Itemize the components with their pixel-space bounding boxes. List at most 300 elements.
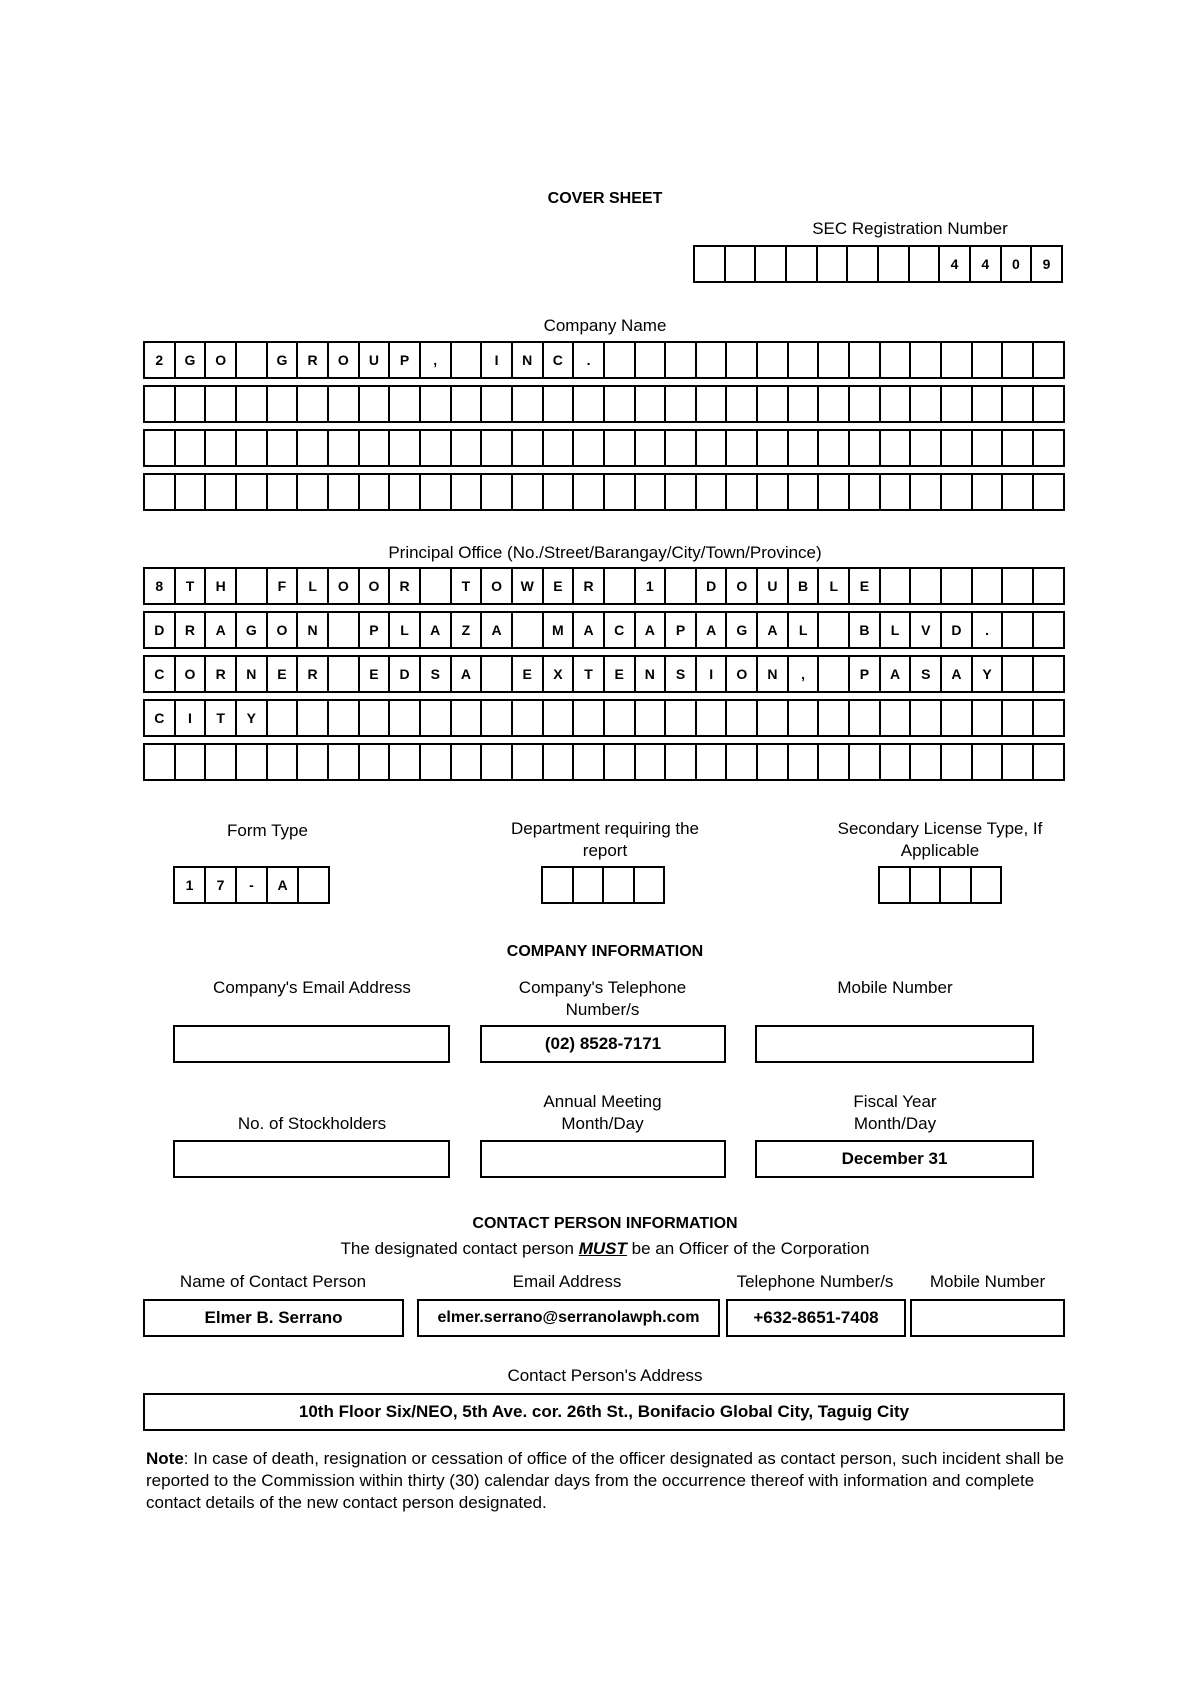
company-name-cell[interactable] <box>881 343 912 377</box>
company-name-cell[interactable] <box>237 343 268 377</box>
form-type-cell[interactable]: 1 <box>175 868 206 902</box>
company-name-cell[interactable]: , <box>421 343 452 377</box>
company-name-cell[interactable] <box>513 431 544 465</box>
principal-office-cell[interactable] <box>942 701 973 735</box>
company-name-cell[interactable] <box>605 475 636 509</box>
principal-office-cell[interactable]: A <box>206 613 237 647</box>
principal-office-cell[interactable]: I <box>176 701 207 735</box>
company-name-cell[interactable] <box>636 387 667 421</box>
principal-office-cell[interactable] <box>1003 657 1034 691</box>
principal-office-cell[interactable]: R <box>390 569 421 603</box>
principal-office-cell[interactable]: O <box>268 613 299 647</box>
company-name-cell[interactable] <box>1034 431 1065 465</box>
company-name-cell[interactable] <box>482 431 513 465</box>
principal-office-cell[interactable]: O <box>482 569 513 603</box>
company-name-cell[interactable] <box>942 387 973 421</box>
company-name-cell[interactable] <box>1003 343 1034 377</box>
department-cell[interactable] <box>604 868 635 902</box>
company-name-cell[interactable] <box>1034 387 1065 421</box>
principal-office-cell[interactable]: N <box>636 657 667 691</box>
company-name-cell[interactable] <box>574 431 605 465</box>
principal-office-cell[interactable] <box>1003 745 1034 779</box>
company-name-cell[interactable] <box>360 387 391 421</box>
principal-office-cell[interactable]: I <box>697 657 728 691</box>
company-telephone-field[interactable]: (02) 8528-7171 <box>480 1025 726 1063</box>
principal-office-cell[interactable] <box>942 569 973 603</box>
company-name-cell[interactable] <box>482 475 513 509</box>
principal-office-cell[interactable] <box>452 745 483 779</box>
principal-office-cell[interactable]: L <box>390 613 421 647</box>
company-name-cell[interactable] <box>758 431 789 465</box>
company-name-cell[interactable] <box>942 343 973 377</box>
principal-office-cell[interactable]: E <box>360 657 391 691</box>
contact-mobile-field[interactable] <box>910 1299 1065 1337</box>
principal-office-cell[interactable]: T <box>206 701 237 735</box>
principal-office-cell[interactable]: A <box>758 613 789 647</box>
principal-office-cell[interactable] <box>697 701 728 735</box>
company-name-cell[interactable] <box>452 475 483 509</box>
company-name-cell[interactable]: U <box>360 343 391 377</box>
company-name-cell[interactable] <box>850 343 881 377</box>
principal-office-cell[interactable] <box>268 745 299 779</box>
company-name-cell[interactable]: P <box>390 343 421 377</box>
secondary-license-boxes[interactable] <box>878 866 1002 904</box>
principal-office-cell[interactable] <box>421 745 452 779</box>
principal-office-cell[interactable]: R <box>298 657 329 691</box>
principal-office-cell[interactable] <box>513 745 544 779</box>
principal-office-cell[interactable] <box>636 745 667 779</box>
company-name-cell[interactable]: G <box>176 343 207 377</box>
principal-office-cell[interactable] <box>819 657 850 691</box>
company-name-cell[interactable] <box>605 431 636 465</box>
principal-office-cell[interactable]: F <box>268 569 299 603</box>
secondary-license-cell[interactable] <box>941 868 972 902</box>
principal-office-cell[interactable] <box>973 745 1004 779</box>
company-name-cell[interactable] <box>421 431 452 465</box>
company-name-cell[interactable] <box>666 431 697 465</box>
principal-office-cell[interactable]: N <box>758 657 789 691</box>
company-email-field[interactable] <box>173 1025 450 1063</box>
principal-office-cell[interactable] <box>666 701 697 735</box>
principal-office-cell[interactable] <box>298 701 329 735</box>
company-name-cell[interactable] <box>513 475 544 509</box>
principal-office-cell[interactable] <box>1003 613 1034 647</box>
company-name-cell[interactable] <box>268 387 299 421</box>
form-type-cell[interactable]: A <box>268 868 299 902</box>
principal-office-cell[interactable] <box>819 701 850 735</box>
principal-office-cell[interactable] <box>666 745 697 779</box>
principal-office-cell[interactable] <box>942 745 973 779</box>
principal-office-cell[interactable]: D <box>390 657 421 691</box>
company-name-cell[interactable] <box>636 475 667 509</box>
principal-office-cell[interactable] <box>819 613 850 647</box>
form-type-cell[interactable]: 7 <box>206 868 237 902</box>
sec-number-cell[interactable] <box>756 247 787 281</box>
principal-office-cell[interactable]: X <box>544 657 575 691</box>
company-name-cell[interactable] <box>727 475 758 509</box>
principal-office-cell[interactable]: L <box>298 569 329 603</box>
principal-office-cell[interactable] <box>789 745 820 779</box>
company-name-cell[interactable] <box>1034 475 1065 509</box>
principal-office-cell[interactable]: P <box>850 657 881 691</box>
company-name-cell[interactable] <box>452 431 483 465</box>
principal-office-cell[interactable]: E <box>268 657 299 691</box>
principal-office-cell[interactable]: T <box>574 657 605 691</box>
principal-office-cell[interactable] <box>452 701 483 735</box>
company-name-cell[interactable]: O <box>206 343 237 377</box>
company-name-cell[interactable] <box>911 431 942 465</box>
company-name-cell[interactable] <box>850 387 881 421</box>
company-name-cell[interactable] <box>789 475 820 509</box>
principal-office-cell[interactable] <box>1003 569 1034 603</box>
principal-office-cell[interactable] <box>513 613 544 647</box>
principal-office-cell[interactable]: S <box>911 657 942 691</box>
company-name-cell[interactable] <box>911 475 942 509</box>
company-name-cell[interactable] <box>605 343 636 377</box>
principal-office-cell[interactable] <box>1034 701 1065 735</box>
principal-office-cell[interactable] <box>973 569 1004 603</box>
company-name-cell[interactable] <box>942 431 973 465</box>
sec-number-cell[interactable]: 0 <box>1002 247 1033 281</box>
principal-office-cell[interactable] <box>544 701 575 735</box>
sec-registration-number[interactable] <box>693 245 1063 283</box>
principal-office-cell[interactable]: O <box>727 657 758 691</box>
company-name-cell[interactable] <box>482 387 513 421</box>
secondary-license-cell[interactable] <box>972 868 1003 902</box>
company-name-cell[interactable]: . <box>574 343 605 377</box>
principal-office-cell[interactable]: S <box>666 657 697 691</box>
secondary-license-cell[interactable] <box>911 868 942 902</box>
principal-office-cell[interactable]: D <box>942 613 973 647</box>
company-name-cell[interactable] <box>206 475 237 509</box>
company-name-cell[interactable] <box>145 431 176 465</box>
principal-office-cell[interactable] <box>666 569 697 603</box>
company-name-cell[interactable] <box>206 387 237 421</box>
company-name-cell[interactable] <box>727 343 758 377</box>
sec-number-cell[interactable] <box>910 247 941 281</box>
principal-office-cell[interactable]: E <box>605 657 636 691</box>
principal-office-cell[interactable] <box>758 701 789 735</box>
principal-office-cell[interactable] <box>482 701 513 735</box>
company-name-cell[interactable] <box>758 387 789 421</box>
department-cell[interactable] <box>574 868 605 902</box>
principal-office-cell[interactable]: . <box>973 613 1004 647</box>
company-name-cell[interactable] <box>911 343 942 377</box>
principal-office-cell[interactable]: R <box>176 613 207 647</box>
principal-office-cell[interactable] <box>605 569 636 603</box>
company-name-cell[interactable] <box>942 475 973 509</box>
company-name-cell[interactable] <box>544 387 575 421</box>
company-name-cell[interactable] <box>1034 343 1065 377</box>
principal-office-cell[interactable]: Y <box>237 701 268 735</box>
principal-office-cell[interactable] <box>268 701 299 735</box>
company-name-cell[interactable] <box>697 387 728 421</box>
department-cell[interactable] <box>635 868 666 902</box>
company-name-cell[interactable] <box>789 387 820 421</box>
principal-office-cell[interactable]: A <box>574 613 605 647</box>
principal-office-cell[interactable] <box>298 745 329 779</box>
company-name-cell[interactable] <box>697 475 728 509</box>
principal-office-cell[interactable]: R <box>574 569 605 603</box>
company-name-cell[interactable] <box>819 343 850 377</box>
form-type-cell[interactable]: - <box>237 868 268 902</box>
principal-office-cell[interactable]: L <box>881 613 912 647</box>
principal-office-cell[interactable] <box>605 701 636 735</box>
company-name-cell[interactable] <box>636 431 667 465</box>
company-name-cell[interactable] <box>666 343 697 377</box>
company-name-cell[interactable] <box>636 343 667 377</box>
principal-office-cell[interactable] <box>636 701 667 735</box>
principal-office-cell[interactable]: C <box>605 613 636 647</box>
principal-office-cell[interactable] <box>329 745 360 779</box>
company-name-cell[interactable] <box>881 387 912 421</box>
principal-office-cell[interactable] <box>390 745 421 779</box>
company-name-cell[interactable] <box>1003 431 1034 465</box>
principal-office-cell[interactable] <box>850 701 881 735</box>
company-name-cell[interactable] <box>911 387 942 421</box>
principal-office-cell[interactable] <box>421 701 452 735</box>
company-name-cell[interactable] <box>789 343 820 377</box>
fiscal-year-field[interactable]: December 31 <box>755 1140 1034 1178</box>
principal-office-cell[interactable]: R <box>206 657 237 691</box>
principal-office-cell[interactable]: E <box>513 657 544 691</box>
principal-office-cell[interactable]: G <box>237 613 268 647</box>
principal-office-cell[interactable]: G <box>727 613 758 647</box>
principal-office-cell[interactable] <box>544 745 575 779</box>
contact-email-field[interactable]: elmer.serrano@serranolawph.com <box>417 1299 720 1337</box>
sec-number-cell[interactable]: 4 <box>971 247 1002 281</box>
principal-office-cell[interactable]: N <box>237 657 268 691</box>
form-type-boxes[interactable] <box>173 866 330 904</box>
company-name-cell[interactable] <box>881 431 912 465</box>
principal-office-cell[interactable]: O <box>329 569 360 603</box>
secondary-license-cell[interactable] <box>880 868 911 902</box>
principal-office-cell[interactable] <box>1034 657 1065 691</box>
principal-office-cell[interactable] <box>482 745 513 779</box>
principal-office-cell[interactable] <box>1003 701 1034 735</box>
company-name-cell[interactable] <box>176 475 207 509</box>
principal-office-cell[interactable] <box>850 745 881 779</box>
company-name-cell[interactable] <box>360 475 391 509</box>
principal-office-cell[interactable]: P <box>666 613 697 647</box>
company-name-cell[interactable] <box>329 387 360 421</box>
company-name-cell[interactable] <box>268 475 299 509</box>
company-name-cell[interactable] <box>390 431 421 465</box>
principal-office-cell[interactable] <box>145 745 176 779</box>
principal-office-cell[interactable] <box>1034 613 1065 647</box>
company-name-cell[interactable] <box>421 475 452 509</box>
principal-office-cell[interactable] <box>605 745 636 779</box>
sec-number-cell[interactable] <box>787 247 818 281</box>
principal-office-cell[interactable]: O <box>727 569 758 603</box>
sec-number-cell[interactable] <box>879 247 910 281</box>
principal-office-cell[interactable]: 8 <box>145 569 176 603</box>
principal-office-cell[interactable] <box>1034 745 1065 779</box>
principal-office-cell[interactable]: O <box>360 569 391 603</box>
company-name-cell[interactable] <box>237 387 268 421</box>
principal-office-cell[interactable]: E <box>850 569 881 603</box>
company-name-cell[interactable] <box>298 431 329 465</box>
principal-office-cell[interactable]: A <box>636 613 667 647</box>
principal-office-cell[interactable] <box>329 701 360 735</box>
contact-address-field[interactable]: 10th Floor Six/NEO, 5th Ave. cor. 26th St., Bonifacio Global City, Taguig City <box>143 1393 1065 1431</box>
principal-office-cell[interactable] <box>973 701 1004 735</box>
annual-meeting-field[interactable] <box>480 1140 726 1178</box>
principal-office-cell[interactable]: E <box>544 569 575 603</box>
company-name-cell[interactable]: O <box>329 343 360 377</box>
principal-office-cell[interactable]: A <box>697 613 728 647</box>
principal-office-cell[interactable]: B <box>850 613 881 647</box>
company-mobile-field[interactable] <box>755 1025 1034 1063</box>
principal-office-cell[interactable]: C <box>145 657 176 691</box>
company-name-cell[interactable] <box>819 431 850 465</box>
principal-office-cell[interactable]: P <box>360 613 391 647</box>
principal-office-cell[interactable] <box>881 569 912 603</box>
company-name-cell[interactable] <box>421 387 452 421</box>
company-name-cell[interactable] <box>973 475 1004 509</box>
company-name-cell[interactable] <box>819 387 850 421</box>
company-name-cell[interactable] <box>329 475 360 509</box>
principal-office-cell[interactable] <box>513 701 544 735</box>
company-name-cell[interactable] <box>176 387 207 421</box>
company-name-cell[interactable] <box>697 431 728 465</box>
company-name-cell[interactable] <box>145 387 176 421</box>
principal-office-cell[interactable]: B <box>789 569 820 603</box>
sec-number-cell[interactable]: 9 <box>1032 247 1063 281</box>
company-name-cell[interactable] <box>850 431 881 465</box>
company-name-cell[interactable] <box>206 431 237 465</box>
principal-office-cell[interactable]: Z <box>452 613 483 647</box>
principal-office-cell[interactable]: A <box>881 657 912 691</box>
company-name-cell[interactable] <box>574 475 605 509</box>
company-name-cell[interactable] <box>727 387 758 421</box>
principal-office-cell[interactable] <box>176 745 207 779</box>
company-name-cell[interactable] <box>544 475 575 509</box>
principal-office-cell[interactable] <box>574 745 605 779</box>
principal-office-cell[interactable]: W <box>513 569 544 603</box>
department-boxes[interactable] <box>541 866 665 904</box>
company-name-cell[interactable]: N <box>513 343 544 377</box>
principal-office-cell[interactable] <box>881 745 912 779</box>
sec-number-cell[interactable]: 4 <box>940 247 971 281</box>
company-name-cell[interactable] <box>268 431 299 465</box>
company-name-cell[interactable] <box>850 475 881 509</box>
company-name-cell[interactable] <box>452 387 483 421</box>
company-name-cell[interactable] <box>1003 387 1034 421</box>
principal-office-cell[interactable] <box>758 745 789 779</box>
company-name-cell[interactable] <box>819 475 850 509</box>
principal-office-cell[interactable] <box>697 745 728 779</box>
principal-office-cell[interactable]: , <box>789 657 820 691</box>
form-type-cell[interactable] <box>299 868 330 902</box>
principal-office-cell[interactable] <box>237 745 268 779</box>
principal-office-cell[interactable] <box>881 701 912 735</box>
principal-office-cell[interactable] <box>911 701 942 735</box>
company-name-cell[interactable] <box>1003 475 1034 509</box>
principal-office-cell[interactable]: V <box>911 613 942 647</box>
principal-office-cell[interactable]: D <box>145 613 176 647</box>
principal-office-cell[interactable]: D <box>697 569 728 603</box>
principal-office-cell[interactable]: N <box>298 613 329 647</box>
company-name-cell[interactable] <box>697 343 728 377</box>
principal-office-cell[interactable]: 1 <box>636 569 667 603</box>
principal-office-cell[interactable] <box>574 701 605 735</box>
principal-office-cell[interactable] <box>421 569 452 603</box>
principal-office-cell[interactable] <box>360 745 391 779</box>
principal-office-cell[interactable] <box>911 745 942 779</box>
principal-office-cell[interactable] <box>727 701 758 735</box>
company-name-cell[interactable] <box>360 431 391 465</box>
company-name-cell[interactable]: 2 <box>145 343 176 377</box>
company-name-cell[interactable] <box>237 431 268 465</box>
company-name-cell[interactable] <box>298 387 329 421</box>
principal-office-cell[interactable]: T <box>176 569 207 603</box>
principal-office-cell[interactable] <box>911 569 942 603</box>
company-name-cell[interactable] <box>544 431 575 465</box>
principal-office-cell[interactable]: S <box>421 657 452 691</box>
company-name-cell[interactable] <box>666 475 697 509</box>
principal-office-cell[interactable] <box>390 701 421 735</box>
principal-office-cell[interactable]: M <box>544 613 575 647</box>
company-name-cell[interactable] <box>145 475 176 509</box>
principal-office-cell[interactable]: A <box>452 657 483 691</box>
principal-office-cell[interactable]: L <box>789 613 820 647</box>
principal-office-cell[interactable] <box>482 657 513 691</box>
company-name-cell[interactable] <box>298 475 329 509</box>
principal-office-cell[interactable]: A <box>482 613 513 647</box>
company-name-cell[interactable] <box>329 431 360 465</box>
contact-name-field[interactable]: Elmer B. Serrano <box>143 1299 404 1337</box>
stockholders-field[interactable] <box>173 1140 450 1178</box>
sec-number-cell[interactable] <box>848 247 879 281</box>
company-name-cell[interactable]: R <box>298 343 329 377</box>
company-name-cell[interactable] <box>176 431 207 465</box>
company-name-cell[interactable] <box>666 387 697 421</box>
company-name-cell[interactable] <box>237 475 268 509</box>
department-cell[interactable] <box>543 868 574 902</box>
company-name-cell[interactable] <box>789 431 820 465</box>
principal-office-cell[interactable]: H <box>206 569 237 603</box>
company-name-cell[interactable] <box>973 431 1004 465</box>
principal-office-cell[interactable]: C <box>145 701 176 735</box>
principal-office-cell[interactable]: T <box>452 569 483 603</box>
company-name-cell[interactable] <box>973 343 1004 377</box>
principal-office-cell[interactable]: A <box>942 657 973 691</box>
principal-office-cell[interactable] <box>329 657 360 691</box>
company-name-cell[interactable] <box>973 387 1004 421</box>
principal-office-cell[interactable] <box>206 745 237 779</box>
principal-office-cell[interactable] <box>819 745 850 779</box>
company-name-cell[interactable] <box>574 387 605 421</box>
company-name-cell[interactable]: I <box>482 343 513 377</box>
company-name-cell[interactable] <box>758 475 789 509</box>
sec-number-cell[interactable] <box>818 247 849 281</box>
company-name-cell[interactable] <box>513 387 544 421</box>
principal-office-cell[interactable]: L <box>819 569 850 603</box>
company-name-cell[interactable] <box>758 343 789 377</box>
principal-office-cell[interactable] <box>1034 569 1065 603</box>
principal-office-cell[interactable] <box>329 613 360 647</box>
sec-number-cell[interactable] <box>726 247 757 281</box>
company-name-cell[interactable] <box>390 387 421 421</box>
principal-office-cell[interactable]: Y <box>973 657 1004 691</box>
principal-office-cell[interactable] <box>727 745 758 779</box>
principal-office-cell[interactable] <box>237 569 268 603</box>
company-name-cell[interactable]: C <box>544 343 575 377</box>
sec-number-cell[interactable] <box>695 247 726 281</box>
principal-office-cell[interactable]: U <box>758 569 789 603</box>
principal-office-cell[interactable] <box>360 701 391 735</box>
